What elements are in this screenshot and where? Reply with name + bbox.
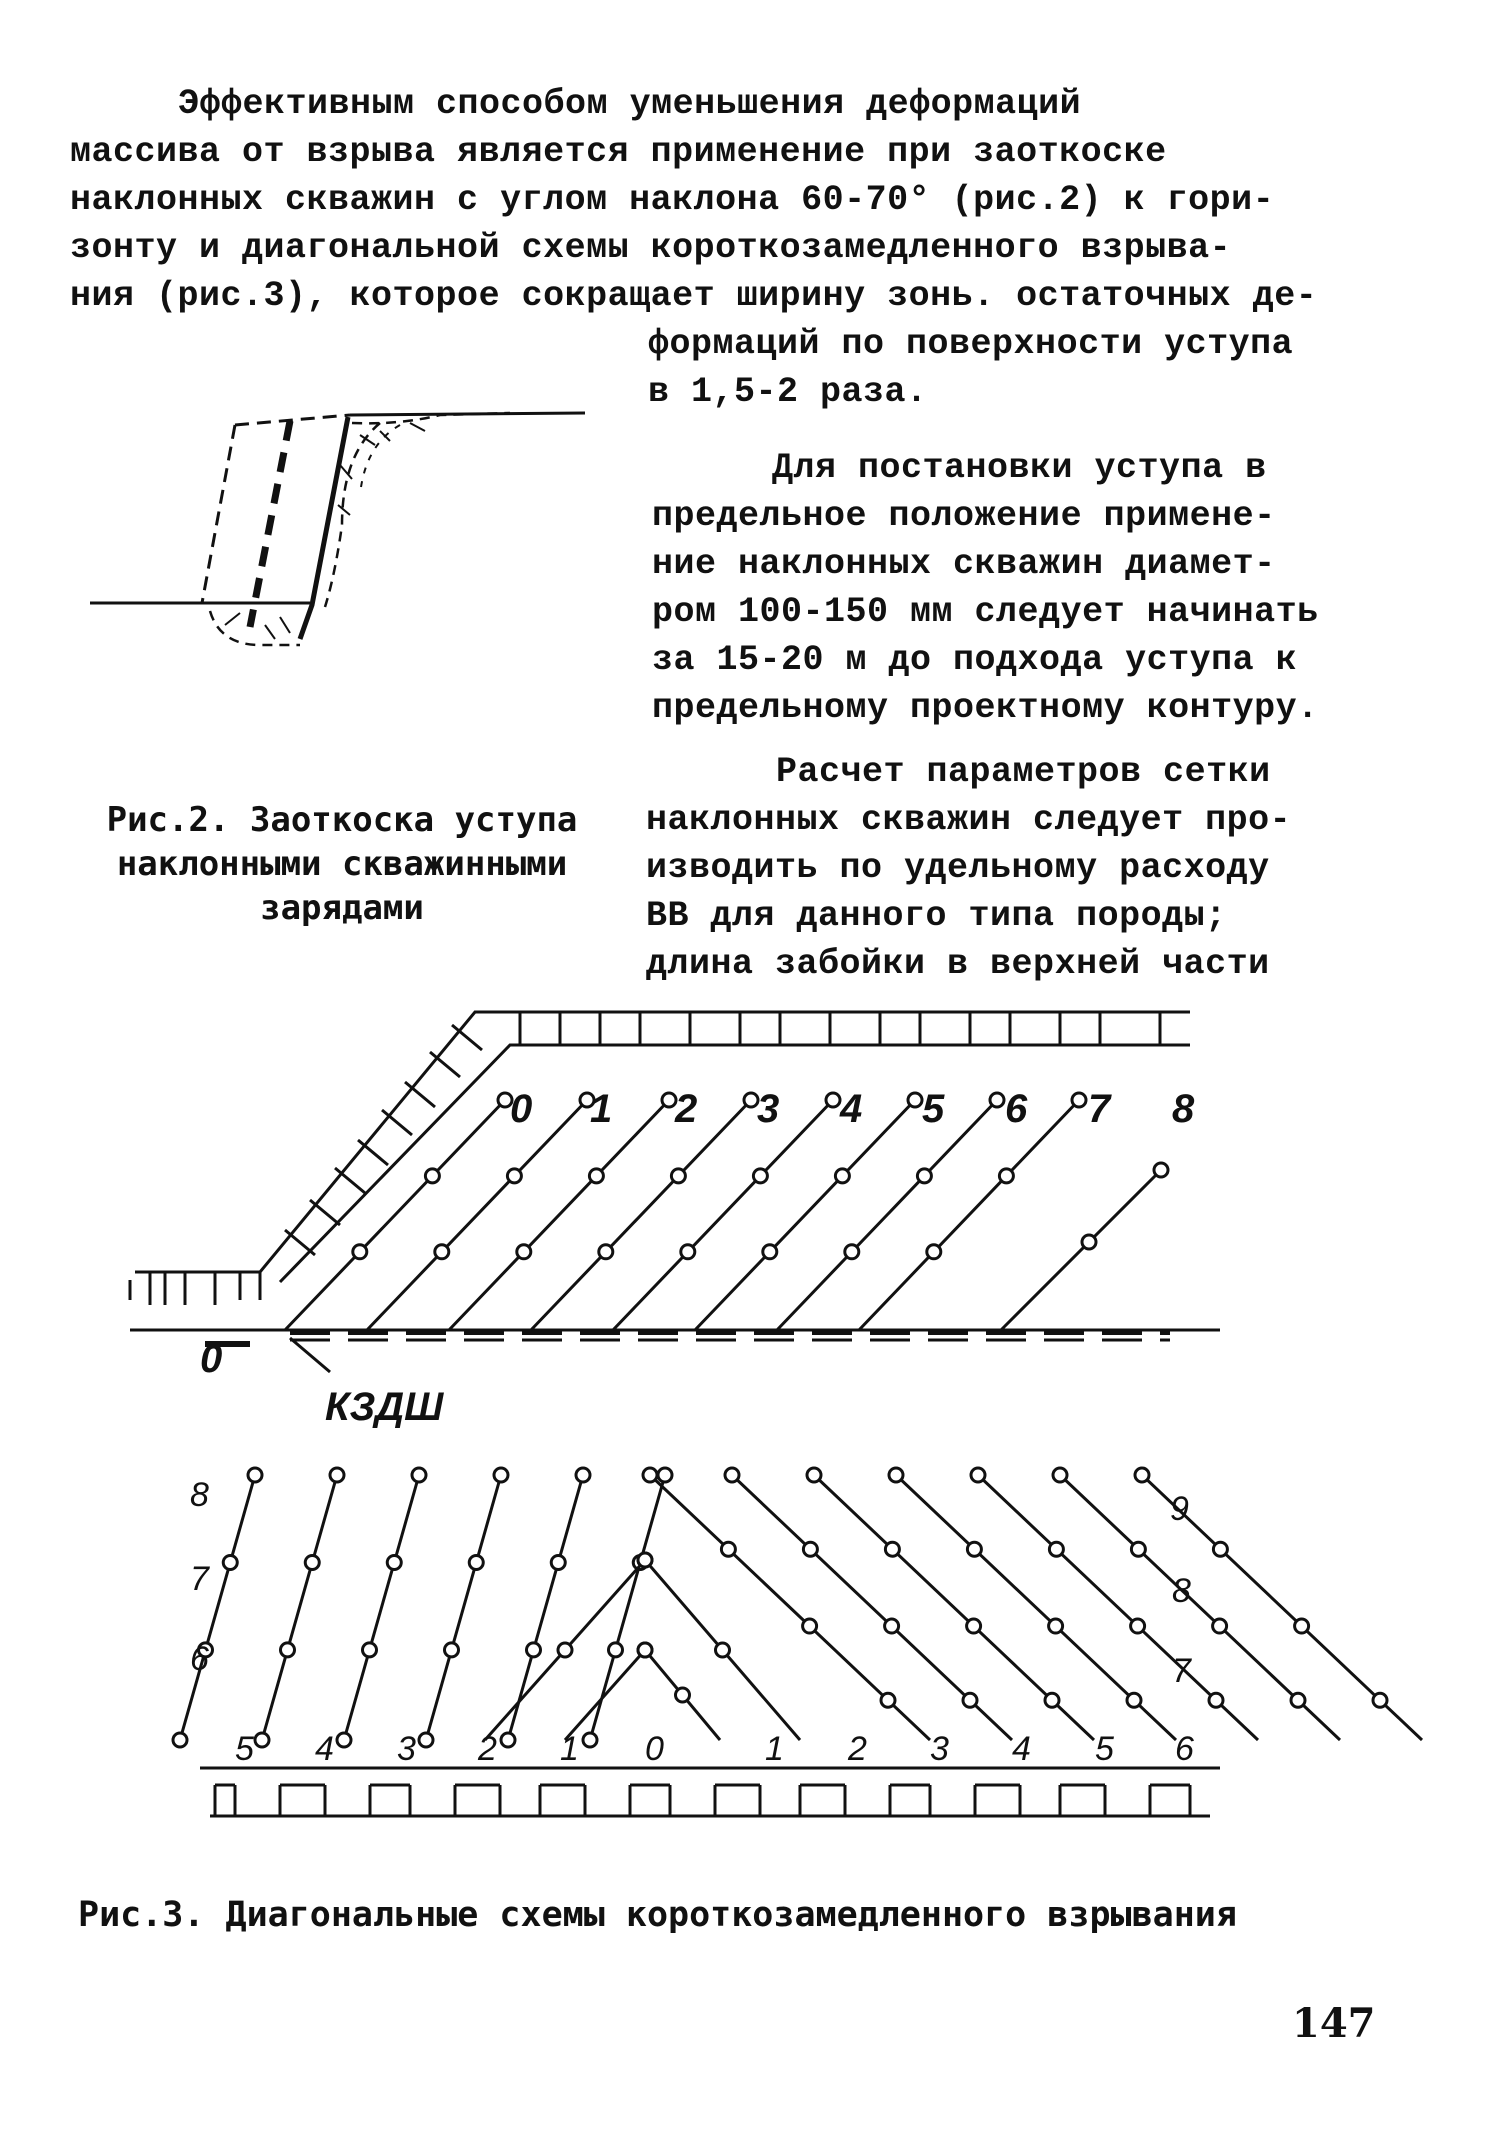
charge-point bbox=[889, 1468, 903, 1482]
blast-hole-left-2 bbox=[337, 1468, 426, 1747]
charge-point bbox=[885, 1542, 899, 1556]
charge-point bbox=[967, 1542, 981, 1556]
bottom-label-3r: 3 bbox=[930, 1730, 949, 1768]
right-col-line-2: в 1,5-2 раза. bbox=[648, 372, 928, 412]
page-number: 147 bbox=[1292, 2000, 1376, 2047]
p2-line-5: за 15-20 м до подхода уступа к bbox=[652, 640, 1298, 680]
charge-point bbox=[971, 1468, 985, 1482]
intro-line-4: зонту и диагональной схемы короткозамедленного взрыва- bbox=[70, 228, 1232, 268]
blast-hole-v2l bbox=[485, 1553, 652, 1740]
charge-point bbox=[1295, 1619, 1309, 1633]
charge-point bbox=[425, 1169, 439, 1183]
fig3-caption: Рис.3. Диагональные схемы короткозамедленного взрывания bbox=[78, 1895, 1237, 1935]
top-label-1: 1 bbox=[590, 1087, 613, 1131]
charge-point bbox=[1373, 1693, 1387, 1707]
blast-hole-left-3 bbox=[419, 1468, 508, 1747]
bottom-label-1l: 1 bbox=[560, 1730, 579, 1768]
charge-point bbox=[558, 1643, 572, 1657]
blast-hole-8 bbox=[1001, 1163, 1168, 1330]
charge-point bbox=[658, 1468, 672, 1482]
charge-point bbox=[445, 1643, 459, 1657]
blast-hole-1 bbox=[367, 1093, 594, 1330]
charge-point bbox=[803, 1542, 817, 1556]
charge-point bbox=[881, 1693, 895, 1707]
intro-line-2: массива от взрыва является применение при заоткоске bbox=[70, 132, 1167, 172]
fig3-top-labels bbox=[510, 1087, 1195, 1131]
right-label-8: 8 bbox=[1172, 1572, 1191, 1610]
blast-hole-right-1 bbox=[725, 1468, 1012, 1740]
charge-point bbox=[551, 1555, 565, 1569]
charge-point bbox=[721, 1542, 735, 1556]
p2-line-2: предельное положение примене- bbox=[652, 496, 1276, 536]
charge-point bbox=[412, 1468, 426, 1482]
blast-hole-5 bbox=[695, 1093, 922, 1330]
charge-point bbox=[599, 1245, 613, 1259]
p3-line-2: наклонных скважин следует про- bbox=[646, 800, 1292, 840]
blast-hole-right-3 bbox=[889, 1468, 1176, 1740]
charge-point bbox=[173, 1733, 187, 1747]
fig2-caption-line-2: наклонными скважинными bbox=[116, 844, 568, 884]
charge-point bbox=[835, 1169, 849, 1183]
charge-point bbox=[662, 1093, 676, 1107]
bottom-label-2r: 2 bbox=[848, 1730, 867, 1768]
charge-point bbox=[337, 1733, 351, 1747]
top-label-0: 0 bbox=[510, 1087, 533, 1131]
p3-line-3: изводить по удельному расходу bbox=[646, 848, 1270, 888]
blast-hole-7 bbox=[859, 1093, 1086, 1330]
charge-point bbox=[223, 1555, 237, 1569]
blast-hole-right-2 bbox=[807, 1468, 1094, 1740]
bottom-label-4l: 4 bbox=[315, 1730, 334, 1768]
charge-point bbox=[917, 1169, 931, 1183]
charge-point bbox=[387, 1555, 401, 1569]
charge-point bbox=[725, 1468, 739, 1482]
blast-hole-right-5 bbox=[1053, 1468, 1340, 1740]
intro-line-3: наклонных скважин с углом наклона 60-70° (рис.2) к гори- bbox=[70, 180, 1275, 220]
charge-point bbox=[999, 1169, 1013, 1183]
top-label-3: 3 bbox=[757, 1087, 780, 1131]
fig2-bench-face bbox=[300, 417, 348, 639]
charge-point bbox=[1072, 1093, 1086, 1107]
charge-point bbox=[716, 1643, 730, 1657]
fig2-inclined-hole bbox=[250, 421, 290, 627]
top-label-4: 4 bbox=[840, 1087, 863, 1131]
blast-hole-right-4 bbox=[971, 1468, 1258, 1740]
fig3-lower-diagram bbox=[160, 1440, 1290, 1860]
origin-label: 0 bbox=[200, 1337, 223, 1381]
charge-point bbox=[1291, 1693, 1305, 1707]
fig3-origin-labels bbox=[130, 1330, 530, 1430]
bottom-label-5l: 5 bbox=[235, 1730, 254, 1768]
bottom-label-3l: 3 bbox=[397, 1730, 416, 1768]
p3-line-4: ВВ для данного типа породы; bbox=[646, 896, 1227, 936]
top-label-7: 7 bbox=[1088, 1087, 1111, 1131]
p2-line-1: Для постановки уступа в bbox=[772, 448, 1267, 488]
left-label-6: 6 bbox=[190, 1640, 209, 1678]
charge-point bbox=[1082, 1235, 1096, 1249]
intro-line-1: Эффективным способом уменьшения деформаций bbox=[178, 84, 1082, 124]
charge-point bbox=[255, 1733, 269, 1747]
bottom-label-2l: 2 bbox=[478, 1730, 497, 1768]
blast-hole-3 bbox=[531, 1093, 758, 1330]
blast-hole-4 bbox=[613, 1093, 840, 1330]
charge-point bbox=[469, 1555, 483, 1569]
right-label-9: 9 bbox=[1170, 1490, 1189, 1528]
charge-point bbox=[807, 1468, 821, 1482]
charge-point bbox=[517, 1245, 531, 1259]
charge-point bbox=[1053, 1468, 1067, 1482]
charge-point bbox=[676, 1688, 690, 1702]
bottom-label-4r: 4 bbox=[1012, 1730, 1031, 1768]
charge-point bbox=[435, 1245, 449, 1259]
p2-line-4: ром 100-150 мм следует начинать bbox=[652, 592, 1319, 632]
charge-point bbox=[1045, 1693, 1059, 1707]
fig2-caption-line-1: Рис.2. Заоткоска уступа bbox=[106, 800, 578, 840]
charge-point bbox=[507, 1169, 521, 1183]
charge-point bbox=[744, 1093, 758, 1107]
charge-point bbox=[1049, 1619, 1063, 1633]
charge-point bbox=[967, 1619, 981, 1633]
charge-point bbox=[1154, 1163, 1168, 1177]
left-label-7: 7 bbox=[190, 1560, 209, 1598]
intro-line-5: ния (рис.3), которое сокращает ширину зонь. остаточных де- bbox=[70, 276, 1318, 316]
p2-line-3: ние наклонных скважин диамет- bbox=[652, 544, 1276, 584]
left-label-8: 8 bbox=[190, 1476, 209, 1514]
bottom-label-1r: 1 bbox=[765, 1730, 784, 1768]
charge-point bbox=[305, 1555, 319, 1569]
charge-point bbox=[671, 1169, 685, 1183]
charge-point bbox=[1127, 1693, 1141, 1707]
blast-hole-0 bbox=[285, 1093, 512, 1330]
blast-hole-2 bbox=[449, 1093, 676, 1330]
fig3-left-labels bbox=[190, 1476, 210, 1678]
charge-point bbox=[763, 1245, 777, 1259]
charge-point bbox=[885, 1619, 899, 1633]
charge-point bbox=[1213, 1619, 1227, 1633]
fig2-diagram bbox=[80, 395, 680, 655]
charge-point bbox=[826, 1093, 840, 1107]
charge-point bbox=[753, 1169, 767, 1183]
charge-point bbox=[1135, 1468, 1149, 1482]
charge-point bbox=[281, 1643, 295, 1657]
charge-point bbox=[353, 1245, 367, 1259]
charge-point bbox=[990, 1093, 1004, 1107]
charge-point bbox=[1131, 1542, 1145, 1556]
fig3-upper-holes bbox=[285, 1093, 1168, 1330]
charge-point bbox=[583, 1733, 597, 1747]
charge-point bbox=[643, 1468, 657, 1482]
charge-point bbox=[527, 1643, 541, 1657]
p2-line-6: предельному проектному контуру. bbox=[652, 688, 1319, 728]
blast-hole-left-0 bbox=[173, 1468, 262, 1747]
blast-hole-6 bbox=[777, 1093, 1004, 1330]
charge-point bbox=[1049, 1542, 1063, 1556]
fig3-right-labels bbox=[1170, 1490, 1192, 1690]
charge-point bbox=[638, 1553, 652, 1567]
bottom-label-5r: 5 bbox=[1095, 1730, 1114, 1768]
charge-point bbox=[609, 1643, 623, 1657]
fig2-top-surface bbox=[350, 413, 585, 415]
charge-point bbox=[803, 1619, 817, 1633]
charge-point bbox=[501, 1733, 515, 1747]
blast-hole-left-1 bbox=[255, 1468, 344, 1747]
p3-line-1: Расчет параметров сетки bbox=[776, 752, 1271, 792]
charge-point bbox=[908, 1093, 922, 1107]
charge-point bbox=[681, 1245, 695, 1259]
charge-point bbox=[248, 1468, 262, 1482]
bottom-label-6r: 6 bbox=[1175, 1730, 1194, 1768]
charge-point bbox=[576, 1468, 590, 1482]
fig3-lower-holes bbox=[173, 1468, 1422, 1747]
charge-point bbox=[494, 1468, 508, 1482]
top-label-2: 2 bbox=[675, 1087, 698, 1131]
fig3-bottom-edge bbox=[200, 1768, 1220, 1816]
charge-point bbox=[845, 1245, 859, 1259]
blast-hole-v1l bbox=[565, 1643, 652, 1740]
charge-point bbox=[963, 1693, 977, 1707]
charge-point bbox=[638, 1643, 652, 1657]
top-label-6: 6 bbox=[1005, 1087, 1028, 1131]
charge-point bbox=[419, 1733, 433, 1747]
fig3-top-surface bbox=[130, 1012, 1190, 1305]
top-label-5: 5 bbox=[922, 1087, 945, 1131]
right-label-7: 7 bbox=[1172, 1652, 1191, 1690]
fig2-caption-line-3: зарядами bbox=[260, 888, 424, 928]
right-col-line-1: формаций по поверхности уступа bbox=[648, 324, 1294, 364]
detonator-label: КЗДШ bbox=[325, 1385, 444, 1429]
blast-hole-v1r bbox=[638, 1643, 720, 1740]
p3-line-5: длина забойки в верхней части bbox=[646, 944, 1270, 984]
charge-point bbox=[927, 1245, 941, 1259]
charge-point bbox=[1209, 1693, 1223, 1707]
charge-point bbox=[1213, 1542, 1227, 1556]
charge-point bbox=[363, 1643, 377, 1657]
charge-point bbox=[1131, 1619, 1145, 1633]
charge-point bbox=[330, 1468, 344, 1482]
bottom-label-0: 0 bbox=[645, 1730, 664, 1768]
top-label-8: 8 bbox=[1172, 1087, 1195, 1131]
fig3-upper-diagram bbox=[130, 1000, 1250, 1340]
charge-point bbox=[589, 1169, 603, 1183]
fig2-original-contour bbox=[202, 415, 350, 603]
blast-hole-v2r bbox=[638, 1553, 800, 1740]
